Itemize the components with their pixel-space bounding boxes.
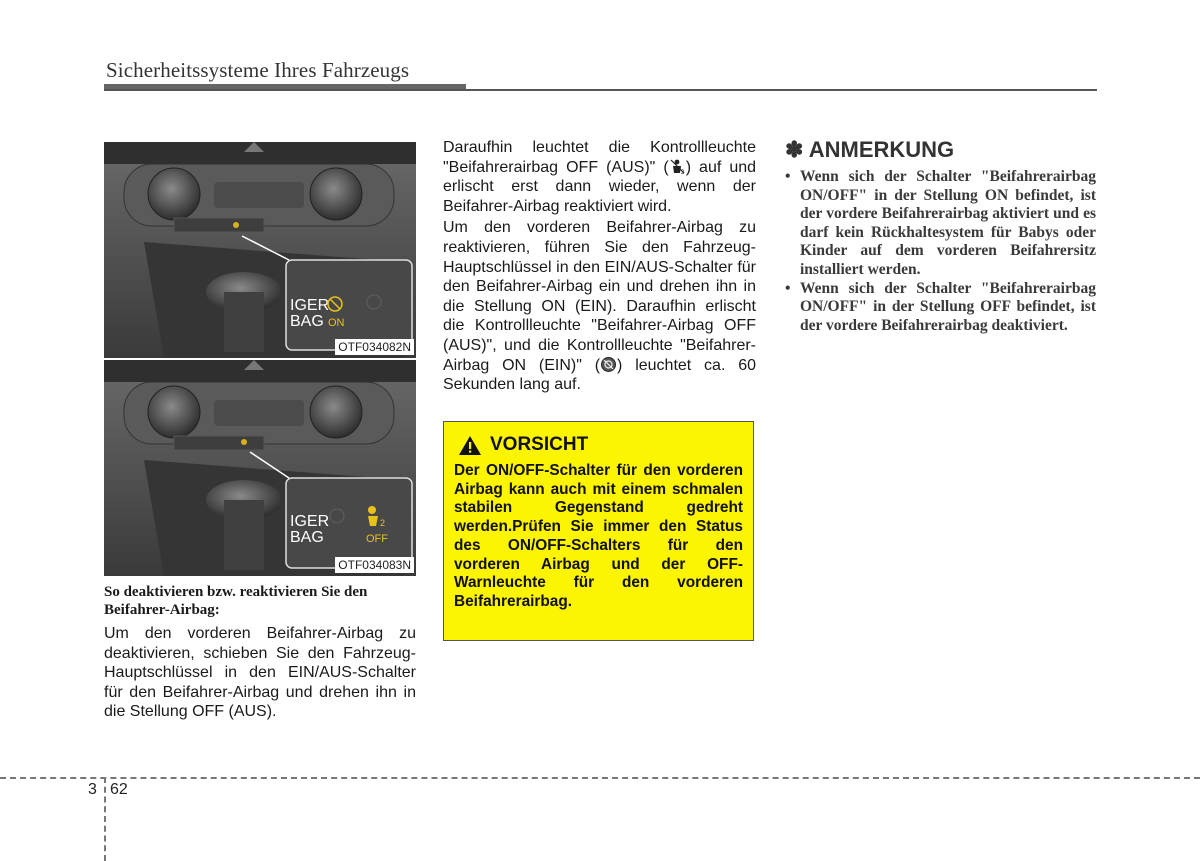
svg-text:2: 2 (680, 169, 685, 175)
figure-airbag-switch-on (104, 142, 416, 358)
note-title: ✽ ANMERKUNG (785, 137, 955, 162)
indicator-label: OFF (366, 533, 388, 545)
panel-text-1: IGER (290, 297, 330, 314)
figure-code: OTF034082N (335, 339, 414, 355)
airbag-on-indicator-icon (600, 356, 617, 373)
figure-airbag-switch-off (104, 360, 416, 576)
note-item: • Wenn sich der Schalter "Beifahrerairbag ON/OFF" in der Stellung OFF befindet, ist der vordere Beifahrerairbag deaktiviert. (785, 280, 1096, 336)
header-rule (104, 89, 1097, 91)
panel-text-1: IGER (290, 513, 330, 530)
section-heading: So deaktivieren bzw. reaktivieren Sie den Beifahrer-Airbag: (104, 584, 368, 618)
warning-triangle-icon (458, 435, 482, 456)
caution-box (443, 421, 754, 641)
svg-text:2: 2 (380, 518, 386, 528)
note-item: • Wenn sich der Schalter "Beifahrerairbag ON/OFF" in der Stellung ON befindet, ist der vordere Beifahrerairbag aktiviert und es darf kein Rückhaltesystem für Babys oder Kinder auf dem vorderen Beifahrersitz installiert werden. (785, 168, 1096, 280)
note-list (785, 168, 1096, 335)
caution-title-text: VORSICHT (490, 434, 589, 455)
caution-title (458, 434, 743, 456)
dashboard-photo-off (104, 360, 416, 576)
dashboard-photo-on (104, 142, 416, 358)
page-number: 62 (110, 781, 128, 798)
paragraph-2: Um den vorderen Beifahrer-Airbag zu reaktivieren, führen Sie den Fahrzeug-Hauptschlüssel in den EIN/AUS-Schalter für den Beifahrer-Airbag ein und drehen ihn in die Stellung ON (EIN). Daraufhin erlischt die Kontrollleuchte "Beifahrer-Airbag OFF (AUS)", und die Kontrollleuchte "Beifahrer-Airbag ON (EIN)" ( ) leuchtet ca. 60 Sekunden lang auf. (443, 219, 757, 394)
footer-rule (0, 777, 1200, 779)
footer-vertical-rule (104, 777, 106, 861)
left-body-text: Um den vorderen Beifahrer-Airbag zu deaktivieren, schieben Sie den Fahrzeug-Hauptschlüssel in den EIN/AUS-Schalter für den Beifahrer-Airbag und drehen ihn in die Stellung OFF (AUS). (104, 625, 416, 721)
panel-text-2: BAG (290, 313, 324, 330)
paragraph-1: Daraufhin leuchtet die Kontrollleuchte "Beifahrerairbag OFF (AUS)" ( 2 ) auf und erlischt erst dann wieder, wenn der Beifahrer-Airbag reaktiviert wird. (443, 139, 757, 215)
caution-text: Der ON/OFF-Schalter für den vorderen Airbag kann auch mit einem schmalen stabilen Gegenstand gedreht werden.Prüfen Sie immer den Status des ON/OFF-Schalters für den vorderen Airbag und der OFF-Warnleuchte für den vorderen Beifahrerairbag. (454, 462, 743, 610)
indicator-label: ON (328, 317, 345, 329)
page-header-title: Sicherheitssysteme Ihres Fahrzeugs (106, 58, 410, 82)
figure-code: OTF034083N (335, 557, 414, 573)
page-section-number: 3 (88, 781, 97, 798)
middle-body-text (443, 138, 756, 395)
panel-text-2: BAG (290, 529, 324, 546)
airbag-off-warning-icon (669, 158, 686, 175)
